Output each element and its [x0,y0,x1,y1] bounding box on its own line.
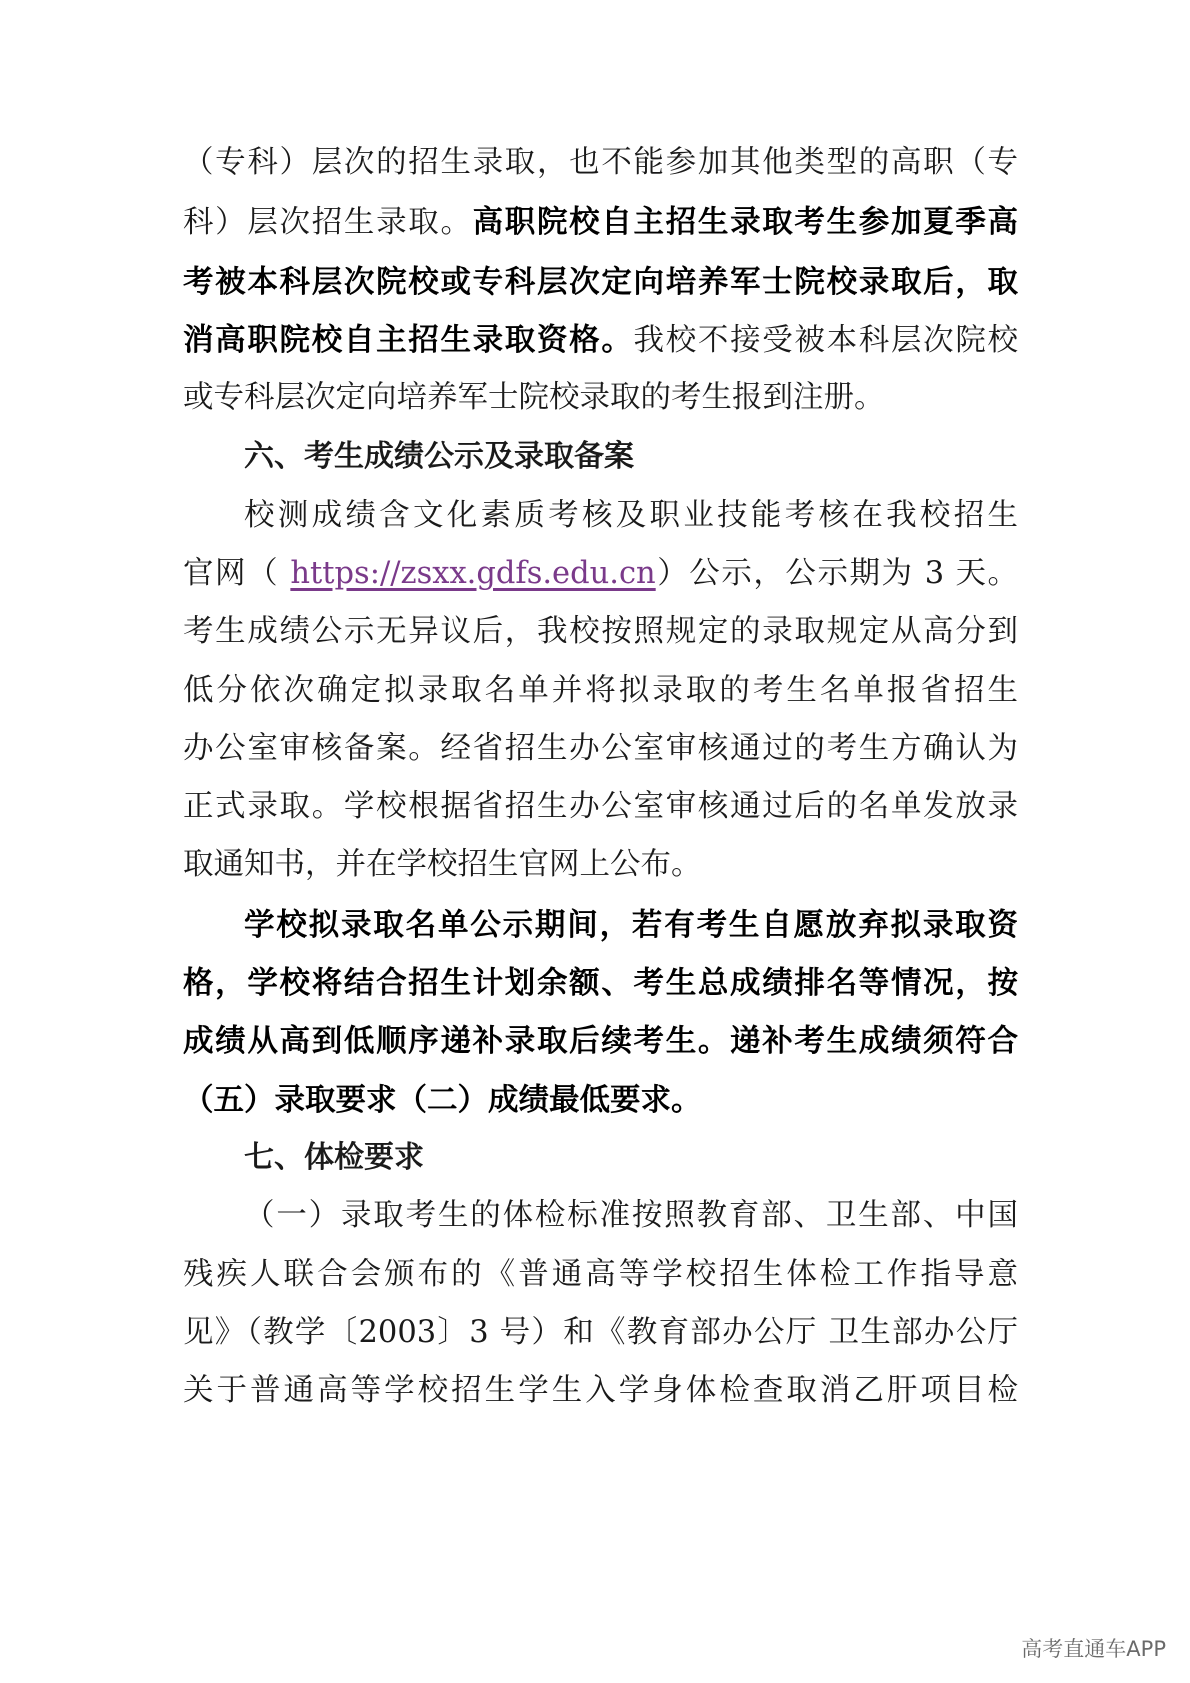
body-text-line: 见》（教学〔2003〕3 号）和《教育部办公厅 卫生部办公厅 [183,1315,1018,1350]
bold-text-line: 格，学校将结合招生计划余额、考生总成绩排名等情况，按 [183,965,1018,1001]
bold-text-line: （五）录取要求（二）成绩最低要求。 [183,1082,702,1118]
body-text-line: 取通知书，并在学校招生官网上公布。 [183,847,702,882]
body-text-line: 校测成绩含文化素质考核及职业技能考核在我校招生 [244,498,1018,533]
website-link[interactable]: https://zsxx.gdfs.edu.cn [290,556,656,591]
body-text-line: 残疾人联合会颁布的《普通高等学校招生体检工作指导意 [183,1257,1018,1292]
normal-text: ）公示，公示期为 3 天。 [655,556,1018,591]
normal-text: 官网（ [183,556,291,591]
section-heading: 六、考生成绩公示及录取备案 [244,439,634,474]
body-text-line: 低分依次确定拟录取名单并将拟录取的考生名单报省招生 [183,673,1018,708]
section-heading: 七、体检要求 [244,1140,424,1175]
body-text-line: 正式录取。学校根据省招生办公室审核通过后的名单发放录 [183,789,1018,824]
body-text-line: 或专科层次定向培养军士院校录取的考生报到注册。 [183,380,885,415]
bold-text-line: 成绩从高到低顺序递补录取后续考生。递补考生成绩须符合 [183,1023,1018,1059]
body-text-line: 考生成绩公示无异议后，我校按照规定的录取规定从高分到 [183,614,1018,649]
body-text-line [183,200,1018,244]
body-text-line: 关于普通高等学校招生学生入学身体检查取消乙肝项目检 [183,1373,1018,1408]
body-text-line: 办公室审核备案。经省招生办公室审核通过的考生方确认为 [183,731,1018,766]
normal-text: 我校不接受被本科层次院校 [633,323,1019,358]
bold-text: 高职院校自主招生录取考生参加夏季高 [472,204,1019,240]
body-text-line: （一）录取考生的体检标准按照教育部、卫生部、中国 [244,1198,1018,1233]
body-text-line: （专科）层次的招生录取，也不能参加其他类型的高职（专 [183,145,1018,180]
body-text-line [183,552,1018,596]
bold-text: 消高职院校自主招生录取资格。 [183,322,634,358]
normal-text: 科）层次招生录取。 [183,205,473,240]
bold-text-line: 考被本科层次院校或专科层次定向培养军士院校录取后，取 [183,264,1018,300]
watermark-text: 高考直通车APP [1021,1637,1166,1661]
body-text-line [183,318,1018,362]
bold-text-line: 学校拟录取名单公示期间，若有考生自愿放弃拟录取资 [244,907,1018,943]
